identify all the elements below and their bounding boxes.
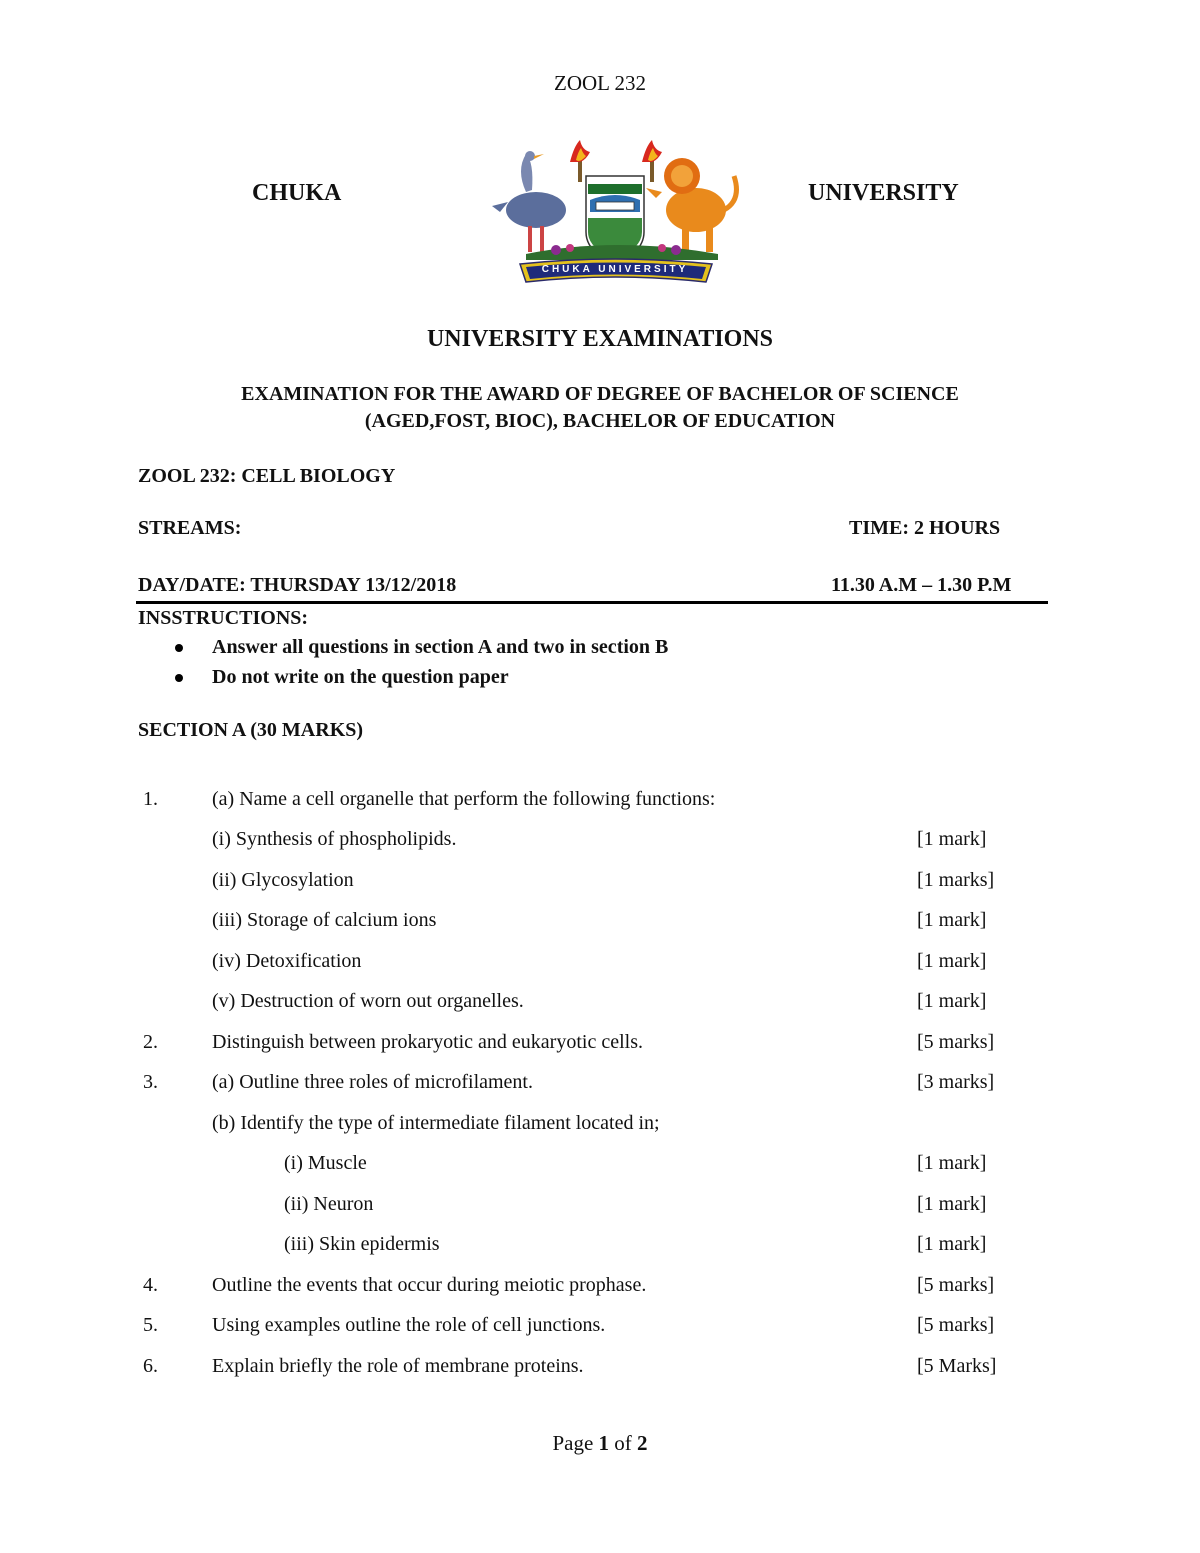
streams-label: STREAMS: [138, 517, 242, 539]
question-text: Distinguish between prokaryotic and eukaryotic cells. [212, 1031, 643, 1053]
bullet-icon [175, 644, 183, 652]
question-text: (ii) Glycosylation [212, 869, 354, 891]
question-text: (i) Muscle [284, 1152, 367, 1174]
instruction-item: Do not write on the question paper [212, 666, 509, 688]
question-text: Using examples outline the role of cell junctions. [212, 1314, 606, 1336]
university-name-right: UNIVERSITY [808, 180, 959, 206]
question-number: 3. [143, 1071, 158, 1093]
exam-title: UNIVERSITY EXAMINATIONS [426, 326, 774, 352]
university-name-left: CHUKA [252, 180, 342, 206]
question-marks: [1 mark] [917, 990, 987, 1012]
page-label: Page [552, 1431, 599, 1455]
university-logo [486, 140, 744, 286]
question-text: (ii) Neuron [284, 1193, 374, 1215]
question-number: 6. [143, 1355, 158, 1377]
header-course-code: ZOOL 232 [554, 71, 646, 95]
question-marks: [1 mark] [917, 1152, 987, 1174]
question-text: (a) Outline three roles of microfilament. [212, 1071, 533, 1093]
question-text: (iv) Detoxification [212, 950, 362, 972]
question-marks: [1 marks] [917, 869, 995, 891]
question-text: (iii) Storage of calcium ions [212, 909, 437, 931]
logo-banner-text: CHUKA UNIVERSITY [541, 264, 689, 275]
question-text: (i) Synthesis of phospholipids. [212, 828, 457, 850]
instructions-heading: INSSTRUCTIONS: [138, 607, 309, 629]
page-number [0, 1431, 1200, 1456]
page-total: 2 [637, 1431, 648, 1455]
question-text: (iii) Skin epidermis [284, 1233, 440, 1255]
question-number: 4. [143, 1274, 158, 1296]
award-line-2: (AGED,FOST, BIOC), BACHELOR OF EDUCATION [364, 410, 836, 432]
page-current: 1 [598, 1431, 610, 1455]
question-marks: [5 Marks] [917, 1355, 997, 1377]
header-divider [136, 601, 1048, 604]
question-marks: [5 marks] [917, 1031, 995, 1053]
question-text: (b) Identify the type of intermediate filament located in; [212, 1112, 660, 1134]
question-text: (v) Destruction of worn out organelles. [212, 990, 524, 1012]
question-number: 5. [143, 1314, 158, 1336]
award-line-1: EXAMINATION FOR THE AWARD OF DEGREE OF BACHELOR OF SCIENCE [241, 383, 959, 405]
question-marks: [1 mark] [917, 828, 987, 850]
question-marks: [1 mark] [917, 909, 987, 931]
question-marks: [1 mark] [917, 950, 987, 972]
time-label: TIME: 2 HOURS [849, 517, 1001, 539]
question-marks: [3 marks] [917, 1071, 995, 1093]
question-marks: [1 mark] [917, 1193, 987, 1215]
question-marks: [1 mark] [917, 1233, 987, 1255]
section-a-heading: SECTION A (30 MARKS) [138, 719, 364, 741]
question-number: 1. [143, 788, 158, 810]
question-text: Outline the events that occur during meiotic prophase. [212, 1274, 647, 1296]
question-marks: [5 marks] [917, 1274, 995, 1296]
session-time: 11.30 A.M – 1.30 P.M [831, 574, 1012, 596]
day-date: DAY/DATE: THURSDAY 13/12/2018 [138, 574, 457, 596]
question-marks: [5 marks] [917, 1314, 995, 1336]
question-text: Explain briefly the role of membrane proteins. [212, 1355, 584, 1377]
question-text: (a) Name a cell organelle that perform the following functions: [212, 788, 716, 810]
bullet-icon [175, 674, 183, 682]
course-title: ZOOL 232: CELL BIOLOGY [138, 465, 396, 487]
page-of-label: of [609, 1431, 638, 1455]
question-number: 2. [143, 1031, 158, 1053]
instruction-item: Answer all questions in section A and two in section B [212, 636, 669, 658]
